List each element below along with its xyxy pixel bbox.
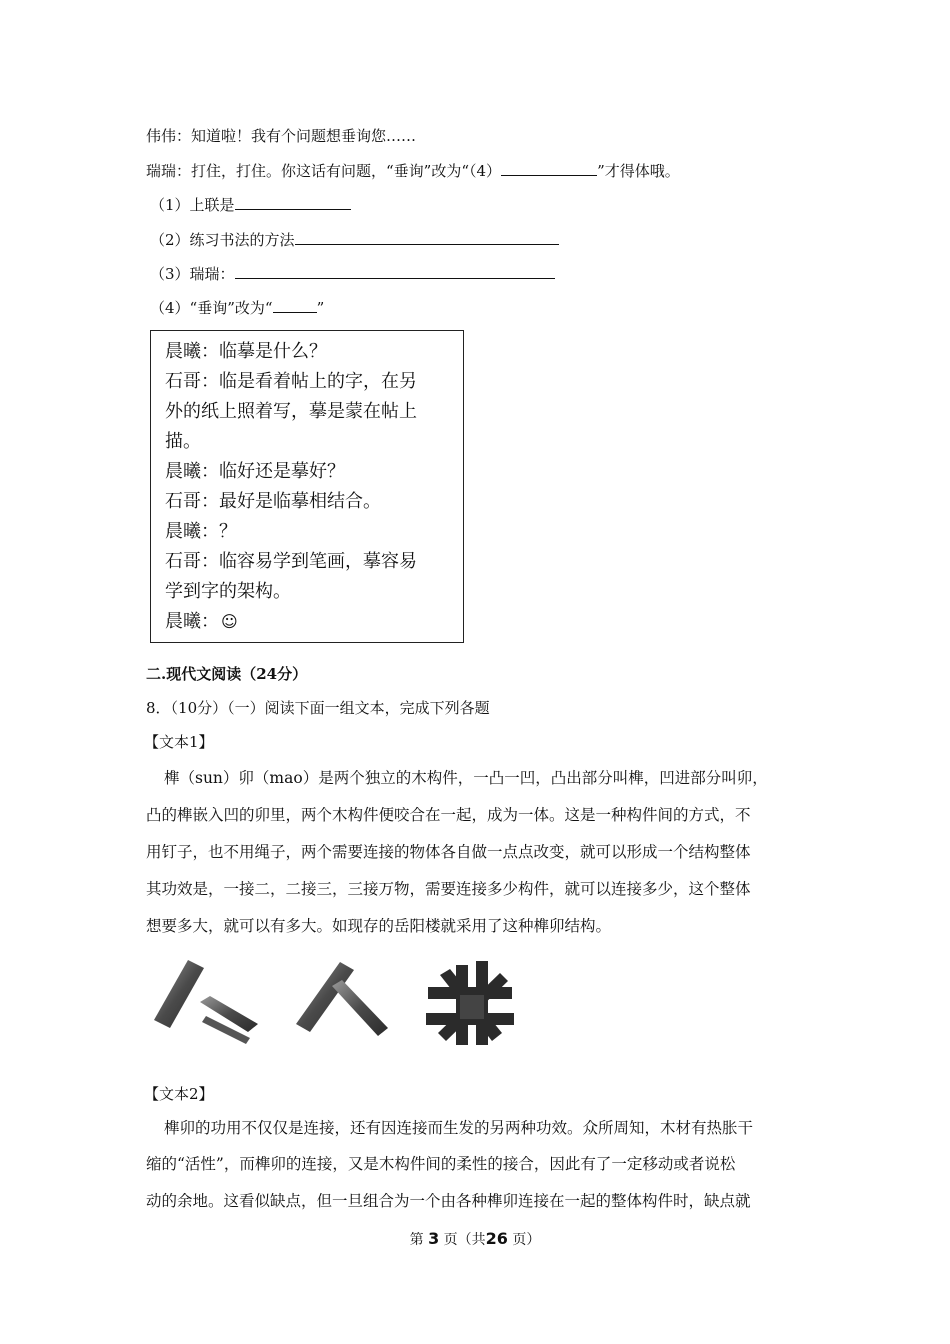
text1-line: 凸的榫嵌入凹的卯里，两个木构件便咬合在一起，成为一体。这是一种构件间的方式，不	[146, 806, 751, 824]
text1-line: 榫（sun）卯（mao）是两个独立的木构件，一凸一凹，凸出部分叫榫，凹进部分叫卯，	[164, 769, 768, 787]
answer-blank-2[interactable]	[295, 228, 559, 245]
dialogue-line-ruirui-tail: ”才得体哦。	[597, 162, 680, 180]
smile-icon: ☺	[221, 612, 238, 631]
dialog-line: 学到字的架构。	[165, 581, 291, 602]
question-3-label: （3）瑞瑞：	[150, 265, 235, 283]
footer-suffix: 页）	[512, 1232, 541, 1248]
dialog-line: 石哥：临是看着帖上的字，在另	[165, 371, 417, 392]
total-pages: 26	[485, 1229, 508, 1248]
section-title: 二.现代文阅读（24分）	[146, 665, 308, 683]
dialog-line: 晨曦：？	[165, 521, 237, 542]
dialog-line: 外的纸上照着写，摹是蒙在帖上	[165, 401, 417, 422]
dialog-line: 晨曦：临好还是摹好？	[165, 461, 345, 482]
text1-line: 其功效是，一接二，二接三，三接万物，需要连接多少构件，就可以连接多少，这个整体	[146, 880, 751, 898]
question-1	[150, 193, 351, 216]
page-number: 3	[428, 1229, 440, 1248]
mortise-tenon-separate-figure	[150, 950, 260, 1050]
footer-middle: 页（共	[443, 1232, 486, 1248]
page-footer	[0, 1228, 950, 1251]
answer-blank-4[interactable]	[273, 296, 317, 313]
text1-line: 用钉子，也不用绳子，两个需要连接的物体各自做一点点改变，就可以形成一个结构整体	[146, 843, 751, 861]
text2-line: 动的余地。这看似缺点，但一旦组合为一个由各种榫卯连接在一起的整体构件时，缺点就	[146, 1192, 751, 1210]
answer-blank-4-inline[interactable]	[501, 159, 597, 176]
dialogue-line-ruirui-text: 瑞瑞：打住，打住。你这话有问题，“垂询”改为“（4）	[146, 162, 502, 180]
text2-line: 缩的“活性”，而榫卯的连接，又是木构件间的柔性的接合，因此有了一定移动或者说松	[146, 1155, 736, 1173]
mortise-tenon-joined-figure	[288, 950, 388, 1050]
dialog-line: 晨曦：临摹是什么？	[165, 341, 327, 362]
dialog-line	[165, 609, 238, 635]
dialog-line: 石哥：最好是临摹相结合。	[165, 491, 381, 512]
dialogue-line-weiwei: 伟伟：知道啦！我有个问题想垂询您……	[146, 127, 417, 145]
text1-line: 想要多大，就可以有多大。如现存的岳阳楼就采用了这种榫卯结构。	[146, 917, 612, 935]
footer-prefix: 第	[409, 1232, 424, 1248]
interlocking-joint-figure	[420, 955, 520, 1055]
text1-label: 【文本1】	[144, 733, 214, 751]
question-3	[150, 262, 555, 285]
question-8-title: 8．（10分）（一）阅读下面一组文本，完成下列各题	[146, 699, 490, 717]
answer-blank-1[interactable]	[235, 193, 351, 210]
question-4-label: （4）“垂询”改为“	[150, 299, 273, 317]
dialog-box	[150, 330, 464, 643]
question-2	[150, 228, 559, 251]
question-2-label: （2）练习书法的方法	[150, 231, 295, 249]
dialog-last-speaker: 晨曦：	[165, 611, 219, 632]
dialogue-line-ruirui	[146, 159, 680, 182]
question-4	[150, 296, 324, 319]
text2-label: 【文本2】	[144, 1085, 214, 1103]
dialog-line: 描。	[165, 431, 201, 452]
dialog-line: 石哥：临容易学到笔画，摹容易	[165, 551, 417, 572]
answer-blank-3[interactable]	[235, 262, 555, 279]
question-1-label: （1）上联是	[150, 196, 235, 214]
question-4-tail: ”	[316, 299, 325, 317]
text2-line: 榫卯的功用不仅仅是连接，还有因连接而生发的另两种功效。众所周知，木材有热胀干	[164, 1119, 754, 1137]
